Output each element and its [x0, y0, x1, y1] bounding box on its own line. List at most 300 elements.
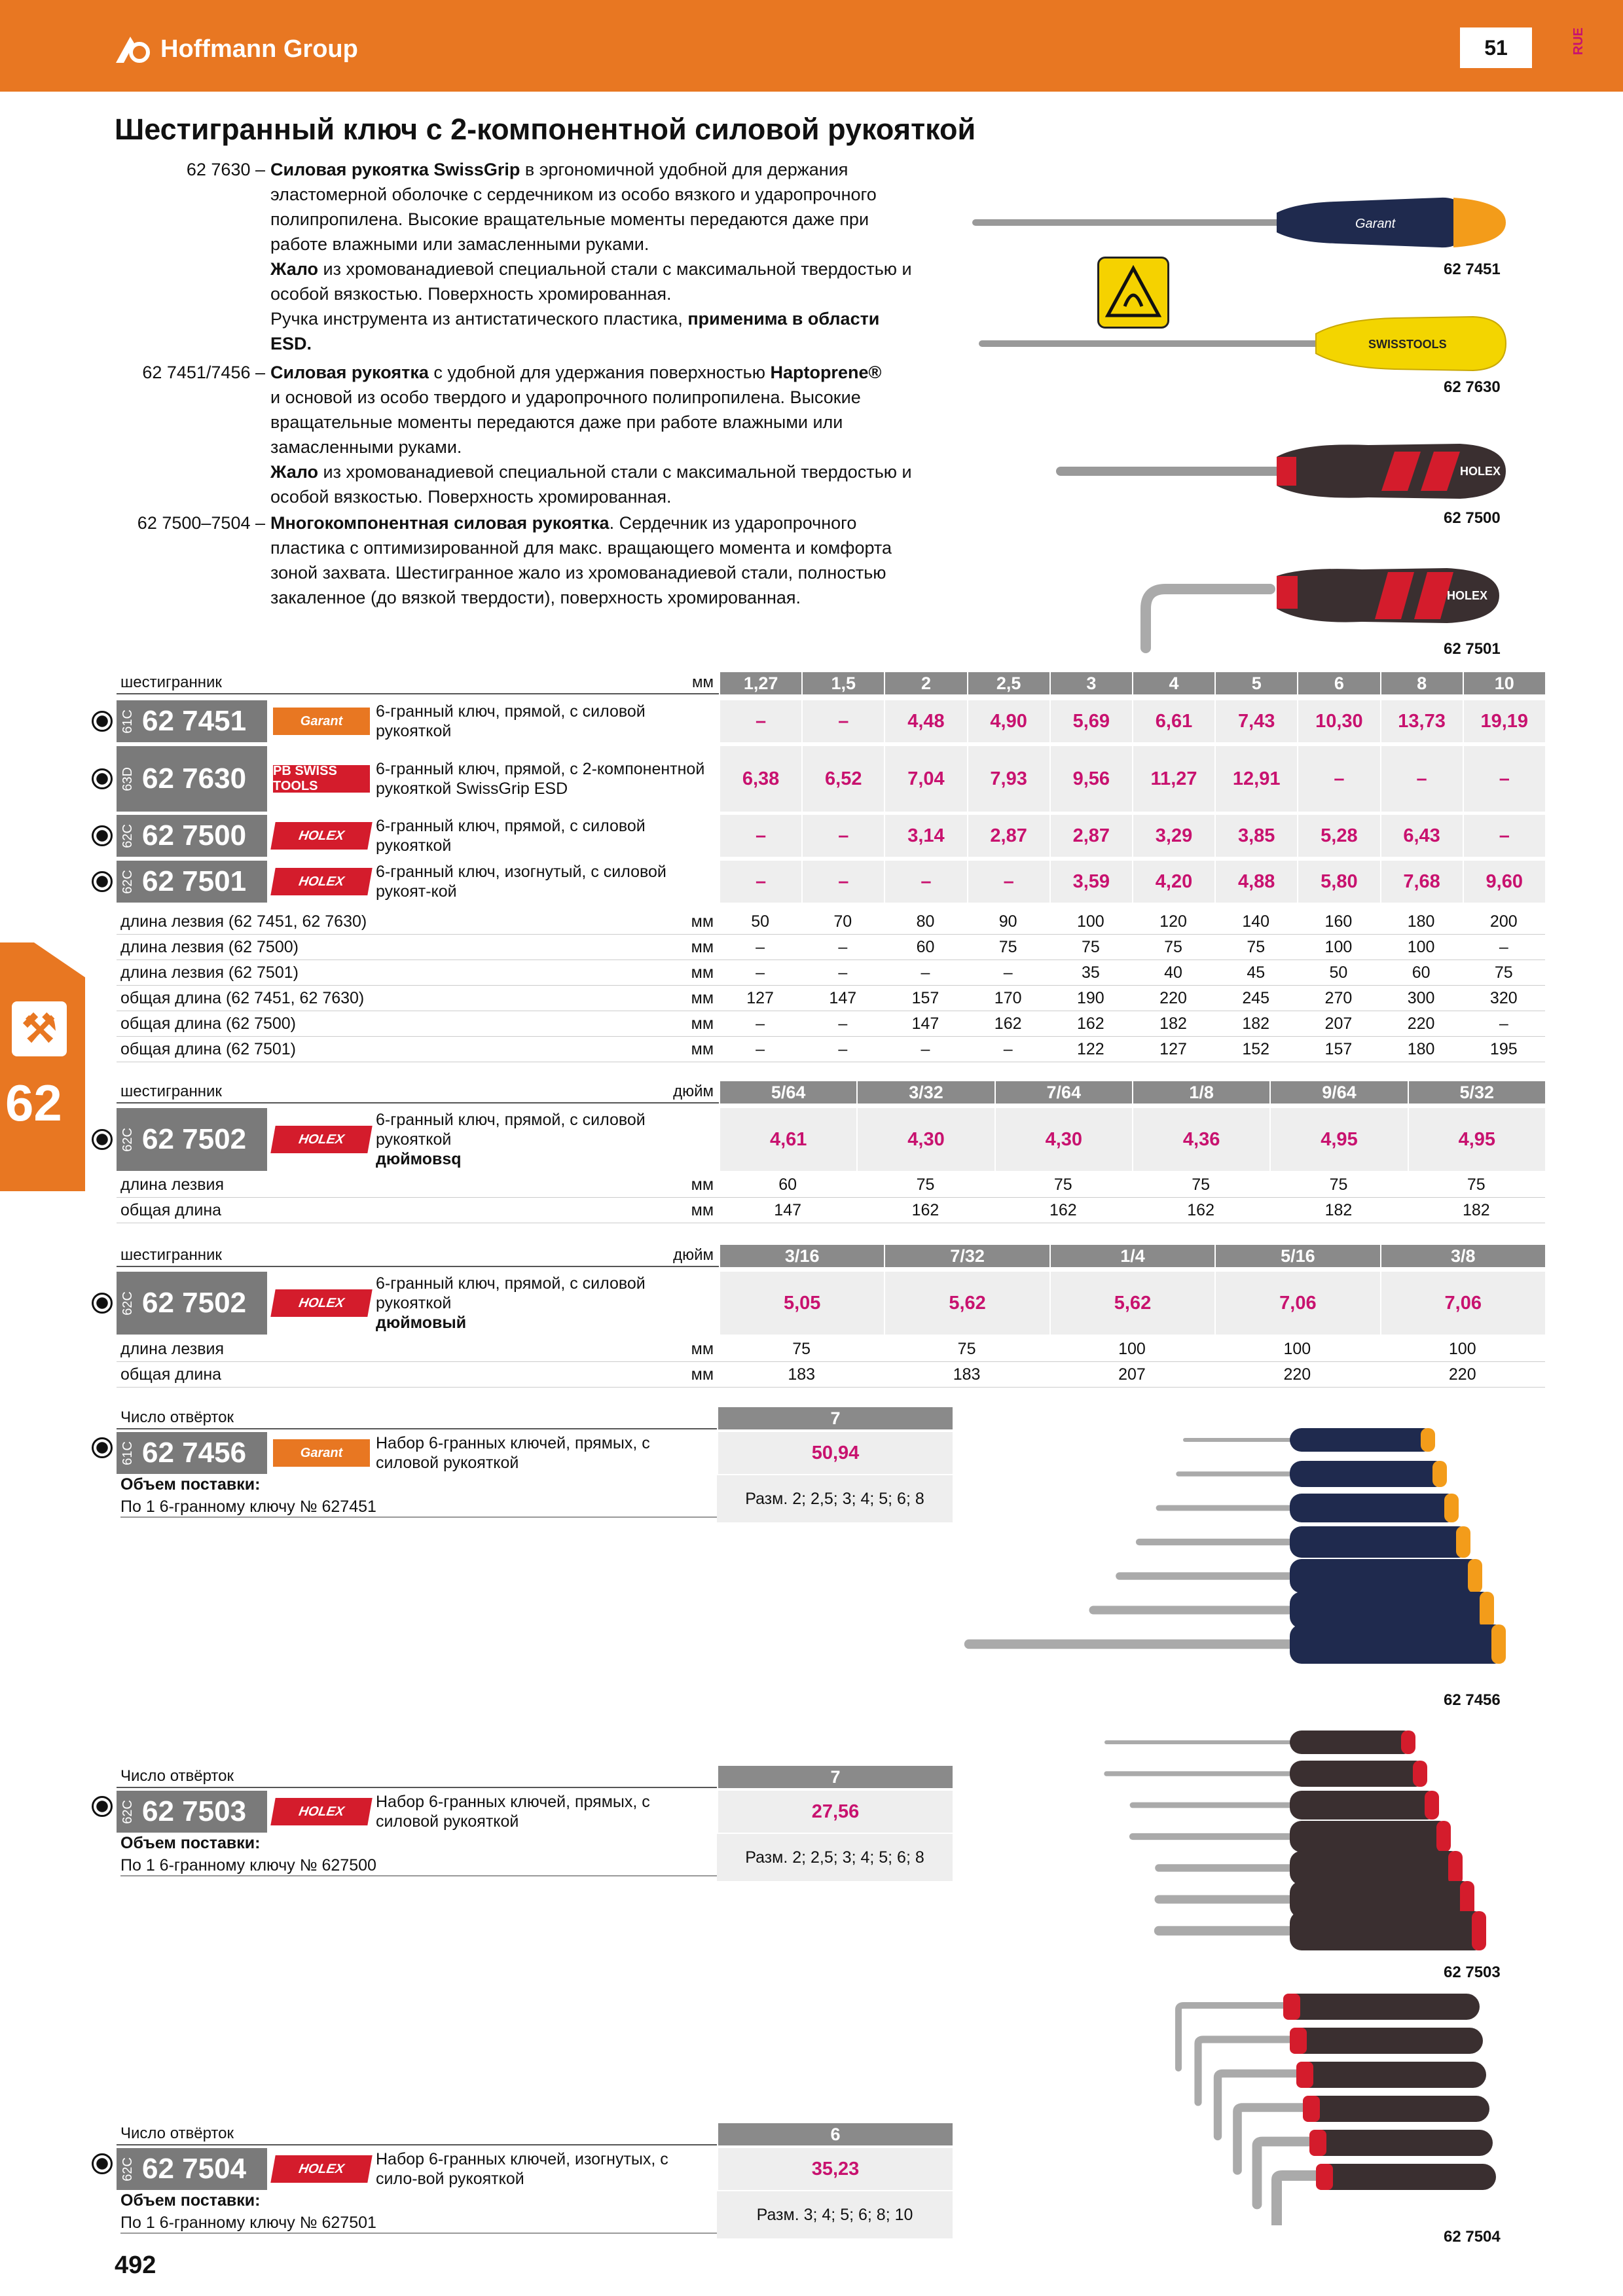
product-name	[376, 746, 719, 812]
dimension-value: –	[838, 938, 848, 956]
size-cell: 5	[1214, 672, 1297, 694]
radio-bullet[interactable]	[92, 1293, 113, 1314]
holex-logo: HOLEX	[270, 822, 372, 850]
name: 6-гранный ключ, прямой, с силовой рукояткой	[376, 817, 646, 855]
unit: мм	[691, 963, 714, 982]
dimension-value: 195	[1489, 1040, 1518, 1058]
size-cell: 5/32	[1408, 1081, 1545, 1103]
product-row[interactable]	[117, 1108, 1545, 1171]
label: общая длина (62 7501)	[120, 1040, 296, 1058]
product-name	[376, 815, 719, 857]
category-code: 62C	[120, 1799, 135, 1824]
brand-logo	[272, 1108, 371, 1171]
hoffmann-logo	[115, 34, 358, 64]
dimension-row	[117, 1363, 1545, 1388]
price-cell: 4,30	[856, 1108, 994, 1171]
price-cell: 6,43	[1380, 815, 1463, 857]
dimension-value: 100	[1324, 938, 1353, 956]
dimension-label	[117, 938, 719, 957]
price-cell: –	[884, 861, 966, 903]
name: 6-гранный ключ, прямой, с силовой рукояткой	[376, 1111, 646, 1149]
article-number-box	[117, 1272, 267, 1335]
dimension-value: 70	[833, 912, 852, 931]
handle	[1309, 2130, 1493, 2156]
handle-band	[1296, 2062, 1313, 2088]
radio-bullet[interactable]	[92, 1437, 113, 1458]
handle	[1290, 1461, 1447, 1487]
product-name-text	[376, 702, 715, 741]
article-number: 62 7502	[142, 1287, 247, 1319]
dimension-value: 182	[1324, 1201, 1353, 1219]
label: длина лезвия	[120, 1340, 224, 1358]
price-cell: 2,87	[967, 815, 1049, 857]
size-cell: 1/8	[1132, 1081, 1269, 1103]
set-count-header	[717, 1407, 953, 1429]
article-number: 62 7503	[142, 1795, 247, 1827]
brand-logo	[272, 700, 371, 742]
dimension-value: 140	[1242, 912, 1270, 931]
label: общая длина (62 7500)	[120, 1014, 296, 1033]
product-name: Набор 6-гранных ключей, прямых, с силовой рукояткой	[376, 1434, 650, 1472]
dimension-value: 45	[1247, 963, 1266, 982]
dimension-value: 60	[778, 1175, 797, 1194]
category-code: 63D	[120, 766, 135, 791]
description-line	[270, 511, 962, 535]
dimension-row	[117, 1037, 1545, 1062]
handle-cap	[1480, 1592, 1494, 1628]
handle-band	[1303, 2096, 1320, 2122]
product-name	[376, 1108, 719, 1171]
dimension-value: 100	[1118, 1340, 1146, 1358]
handle	[1290, 1624, 1506, 1664]
holex-logo: HOLEX	[270, 1126, 372, 1153]
holex-logo: HOLEX	[270, 2155, 372, 2183]
bold-text: Жало	[270, 259, 319, 279]
handle	[1290, 1592, 1494, 1628]
chapter-tab	[0, 942, 85, 1191]
bold-text: Многокомпонентная силовая рукоятка	[270, 513, 610, 533]
dimension-value: 220	[1159, 989, 1187, 1007]
article-number-box	[117, 861, 267, 903]
bold-text: Силовая рукоятка	[270, 363, 429, 382]
handle	[1290, 1761, 1427, 1787]
handle	[1303, 2096, 1489, 2122]
dimension-value: 162	[994, 1014, 1022, 1033]
handle	[1290, 1731, 1415, 1754]
unit: мм	[691, 1340, 714, 1358]
text: замасленными руками.	[270, 437, 462, 457]
article-number: 62 7504	[142, 2153, 247, 2185]
price-cell: 11,27	[1132, 746, 1214, 812]
dimension-value: 220	[1448, 1365, 1476, 1384]
dimension-value: –	[1499, 1014, 1508, 1033]
text: Ручка инструмента из антистатического пластика,	[270, 309, 688, 329]
unit: мм	[691, 989, 714, 1007]
dimension-value: 182	[1159, 1014, 1187, 1033]
radio-bullet[interactable]	[92, 711, 113, 732]
dimension-value: 160	[1324, 912, 1353, 931]
dimension-row	[117, 935, 1545, 960]
dimension-value: 122	[1076, 1040, 1104, 1058]
dimension-value: –	[1003, 1040, 1013, 1058]
category-code: 62C	[120, 823, 135, 848]
dimension-value: 75	[1164, 938, 1182, 956]
dimension-value: 75	[916, 1175, 935, 1194]
article-number: 62 7502	[142, 1123, 247, 1155]
dimension-value: 100	[1448, 1340, 1476, 1358]
article-number-box	[117, 815, 267, 857]
dimension-value: 207	[1118, 1365, 1146, 1384]
label: длина лезвия (62 7501)	[120, 963, 299, 982]
handle-cap	[1472, 1911, 1486, 1950]
radio-bullet[interactable]	[92, 871, 113, 892]
dimension-value: –	[1499, 938, 1508, 956]
dimension-value: 90	[998, 912, 1017, 931]
name-bold: дюймовsq	[376, 1150, 462, 1168]
dimension-label	[117, 912, 719, 931]
dimension-value: –	[921, 963, 930, 982]
description-line	[270, 157, 962, 182]
page-number: 492	[115, 2251, 156, 2279]
handle-cap	[1491, 1624, 1506, 1664]
price-cell: 7,43	[1214, 700, 1297, 742]
bold-text: Жало	[270, 462, 319, 482]
price-cell: 19,19	[1463, 700, 1545, 742]
description-text	[270, 360, 962, 509]
dimension-value: 190	[1076, 989, 1104, 1007]
product-row[interactable]	[117, 1272, 1545, 1335]
handle-cap	[1468, 1559, 1482, 1593]
name: 6-гранный ключ, изогнутый, с силовой рукоят-кой	[376, 863, 666, 901]
price-cell: 7,68	[1380, 861, 1463, 903]
price-cell: 4,30	[994, 1108, 1132, 1171]
dimension-row	[117, 1173, 1545, 1198]
name: 6-гранный ключ, прямой, с силовой рукояткой	[376, 1274, 646, 1312]
radio-bullet[interactable]	[92, 1796, 113, 1817]
price-cell: 9,56	[1049, 746, 1132, 812]
dimension-row	[117, 1198, 1545, 1223]
handle	[1290, 1526, 1470, 1558]
description-paragraph	[111, 157, 962, 356]
product-row[interactable]	[117, 2148, 953, 2190]
text: из хромованадиевой специальной стали с максимальной твердостью и	[318, 462, 912, 482]
text: эластомерной оболочке с сердечником из особо вязкого и ударопрочного	[270, 185, 877, 204]
product-image-caption: 62 7501	[1444, 640, 1501, 658]
hex-key-blade	[1277, 2176, 1316, 2225]
product-name-text	[376, 1110, 715, 1169]
size-header	[719, 672, 1545, 694]
price-cell: 5,80	[1297, 861, 1379, 903]
price-cell: –	[801, 815, 884, 857]
category-code: 62C	[120, 2157, 135, 2181]
dimension-value: 100	[1076, 912, 1104, 931]
price-cell: 6,52	[801, 746, 884, 812]
holex-logo: HOLEX	[270, 868, 372, 895]
label: длина лезвия (62 7500)	[120, 938, 299, 956]
description-line	[270, 560, 962, 585]
product-name	[376, 1272, 719, 1335]
product-image-caption: 62 7504	[1444, 2228, 1501, 2246]
dimension-value: 100	[1283, 1340, 1311, 1358]
text: в эргономичной удобной для держания	[520, 160, 848, 179]
dimension-value: 300	[1407, 989, 1435, 1007]
price-cell: 3,29	[1132, 815, 1214, 857]
dimension-value: 80	[916, 912, 935, 931]
category-code: 62C	[120, 1127, 135, 1152]
dimension-value: –	[1003, 963, 1013, 982]
unit: мм	[691, 912, 714, 931]
size-label: шестигранник	[120, 673, 222, 691]
handle-cap	[1456, 1526, 1470, 1558]
text: зоной захвата. Шестигранное жало из хромованадиевой стали, полностью	[270, 563, 886, 583]
size-cell: 3/32	[856, 1081, 994, 1103]
dimension-value: –	[756, 1014, 765, 1033]
supply-title: Объем поставки:	[120, 1475, 261, 1494]
brand-name: Hoffmann Group	[160, 35, 358, 63]
description-line	[270, 331, 962, 356]
product-image-caption: 62 7503	[1444, 1964, 1501, 1981]
article-number: 62 7451	[142, 705, 247, 737]
dimension-label	[117, 1175, 719, 1194]
handle	[1290, 1494, 1459, 1522]
dimension-value: 75	[1192, 1175, 1211, 1194]
catalog-page-number: 51	[1460, 27, 1532, 68]
dimension-value: 157	[911, 989, 939, 1007]
label: общая длина	[120, 1365, 222, 1384]
radio-bullet[interactable]	[92, 825, 113, 846]
handle-cap	[1448, 1851, 1463, 1885]
supply-text: По 1 6-гранному ключу № 627501	[120, 2214, 721, 2234]
description-line	[270, 306, 962, 331]
dimension-value: –	[921, 1040, 930, 1058]
dimension-value: –	[756, 963, 765, 982]
dimension-value: 127	[746, 989, 774, 1007]
product-name: Набор 6-гранных ключей, прямых, с силовой рукояткой	[376, 1793, 650, 1831]
dimension-value: 152	[1242, 1040, 1270, 1058]
size-cell: 9/64	[1269, 1081, 1407, 1103]
dimension-row	[117, 986, 1545, 1011]
text: закаленное (до вязкой твердости), поверхность хромированная.	[270, 588, 801, 607]
pb-swiss-tools-logo: PB SWISS TOOLS	[273, 765, 370, 793]
product-row[interactable]	[117, 815, 1545, 857]
dimension-value: 180	[1407, 912, 1435, 931]
dimension-value: 183	[788, 1365, 816, 1384]
dimension-value: 200	[1489, 912, 1518, 931]
handle	[1290, 1821, 1451, 1852]
handle-cap	[1436, 1821, 1451, 1852]
description-line	[270, 385, 962, 410]
price-cell: 7,93	[967, 746, 1049, 812]
set-count: 7	[717, 1766, 953, 1788]
description-line	[270, 207, 962, 232]
description-line	[270, 360, 962, 385]
price-cell: 4,88	[1214, 861, 1297, 903]
size-cell: 5/16	[1214, 1245, 1379, 1267]
dimension-value: –	[756, 938, 765, 956]
text: с удобной для удержания поверхностью	[428, 363, 771, 382]
size-cell: 10	[1463, 672, 1545, 694]
text: полипропилена. Высокие вращательные моменты передаются даже при	[270, 209, 869, 229]
handle-cap	[1413, 1761, 1427, 1787]
set-sizes: Разм. 3; 4; 5; 6; 8; 10	[717, 2191, 953, 2238]
supply-title: Объем поставки:	[120, 2191, 261, 2210]
garant-logo: Garant	[273, 1439, 370, 1467]
brand-logo	[272, 1791, 371, 1833]
set-count: 6	[717, 2123, 953, 2145]
radio-bullet[interactable]	[92, 2153, 113, 2174]
description-text	[270, 511, 962, 610]
label: Число отвёрток	[120, 1408, 234, 1426]
description-line	[270, 535, 962, 560]
handle	[1316, 2164, 1496, 2190]
text: особой вязкостью. Поверхность хромированная.	[270, 284, 672, 304]
product-name-text	[376, 1274, 715, 1333]
set-count-label	[117, 1766, 717, 1788]
handle	[1290, 1911, 1486, 1950]
dimension-value: 60	[916, 938, 935, 956]
chapter-number: 62	[5, 1074, 62, 1132]
radio-bullet[interactable]	[92, 1129, 113, 1150]
description-line	[270, 281, 962, 306]
dimension-value: 320	[1489, 989, 1518, 1007]
dimension-value: 75	[1053, 1175, 1072, 1194]
name: 6-гранный ключ, прямой, с 2-компонентной рукояткой SwissGrip ESD	[376, 760, 705, 798]
description-line	[270, 182, 962, 207]
dimension-value: 183	[953, 1365, 981, 1384]
article-number-box	[117, 700, 267, 742]
svg-text:HOLEX: HOLEX	[1447, 589, 1488, 602]
dimension-value: 75	[1329, 1175, 1348, 1194]
supply-title: Объем поставки:	[120, 1834, 261, 1852]
page-title: Шестигранный ключ с 2-компонентной силовой рукояткой	[115, 113, 976, 146]
price-cell: –	[719, 700, 801, 742]
price-cell: 50,94	[717, 1432, 953, 1474]
price-cell: –	[719, 815, 801, 857]
size-unit: дюйм	[673, 1083, 714, 1100]
dimension-value: 170	[994, 989, 1022, 1007]
price-cell: 5,28	[1297, 815, 1379, 857]
article-code: 62 7630 –	[186, 160, 265, 179]
product-row[interactable]	[117, 1791, 953, 1833]
description-text	[270, 157, 962, 356]
size-unit: дюйм	[673, 1246, 714, 1264]
article-number: 62 7501	[142, 865, 247, 897]
holex-logo: HOLEX	[270, 1289, 372, 1317]
product-row[interactable]	[117, 700, 1545, 742]
price-cell: 6,61	[1132, 700, 1214, 742]
dimension-value: 220	[1407, 1014, 1435, 1033]
handle	[1296, 2062, 1486, 2088]
unit: мм	[691, 1365, 714, 1384]
product-row[interactable]	[117, 1432, 953, 1474]
handle-band	[1283, 1994, 1300, 2020]
size-cell: 3/16	[719, 1245, 884, 1267]
dimension-value: 207	[1324, 1014, 1353, 1033]
price-cell: –	[801, 700, 884, 742]
product-name-text	[376, 816, 715, 855]
category-code: 62C	[120, 1291, 135, 1316]
handle	[1290, 1791, 1439, 1820]
row-separator	[117, 812, 1545, 813]
svg-text:Garant: Garant	[1355, 217, 1396, 231]
price-cell: –	[1380, 746, 1463, 812]
dimension-label	[117, 1040, 719, 1059]
dimension-value: 127	[1159, 1040, 1187, 1058]
article-code: 62 7500–7504 –	[137, 513, 265, 533]
product-row[interactable]	[117, 746, 1545, 812]
brand-logo	[272, 2148, 371, 2190]
price-cell: 27,56	[717, 1791, 953, 1833]
product-row[interactable]	[117, 861, 1545, 903]
price-cell: 3,85	[1214, 815, 1297, 857]
dimension-value: –	[756, 1040, 765, 1058]
price-cell: 4,90	[967, 700, 1049, 742]
dimension-value: 182	[1462, 1201, 1490, 1219]
description-line	[270, 585, 962, 610]
set-count: 7	[717, 1407, 953, 1429]
dimension-value: 75	[1467, 1175, 1486, 1194]
size-cell: 8	[1380, 672, 1463, 694]
dimension-value: 75	[1081, 938, 1100, 956]
product-name	[376, 861, 719, 903]
article-number: 62 7500	[142, 819, 247, 852]
price-cell: 6,38	[719, 746, 801, 812]
price-cell: 7,06	[1380, 1272, 1545, 1335]
description-line	[270, 459, 962, 484]
price-cell: 4,95	[1269, 1108, 1407, 1171]
svg-text:SWISSTOOLS: SWISSTOOLS	[1368, 338, 1447, 351]
radio-bullet[interactable]	[92, 768, 113, 789]
price-cell: 10,30	[1297, 700, 1379, 742]
label: длина лезвия	[120, 1175, 224, 1194]
product-name: Набор 6-гранных ключей, изогнутых, с сило-вой рукояткой	[376, 2150, 668, 2188]
article-number-box	[117, 1108, 267, 1171]
dimension-value: 60	[1412, 963, 1431, 982]
dimension-value: 75	[998, 938, 1017, 956]
holex-logo: HOLEX	[270, 1798, 372, 1825]
set-sizes: Разм. 2; 2,5; 3; 4; 5; 6; 8	[717, 1475, 953, 1522]
price-cell: 13,73	[1380, 700, 1463, 742]
dimension-label	[117, 1201, 719, 1220]
dimension-value: –	[838, 963, 848, 982]
dimension-label	[117, 1014, 719, 1033]
price-cell: –	[801, 861, 884, 903]
name-bold: дюймовый	[376, 1314, 467, 1332]
dimension-value: 162	[911, 1201, 939, 1219]
unit: мм	[691, 1040, 714, 1058]
dimension-value: 120	[1159, 912, 1187, 931]
dimension-value: 162	[1049, 1201, 1077, 1219]
unit: мм	[691, 938, 714, 956]
dimension-value: 147	[911, 1014, 939, 1033]
size-cell: 2	[884, 672, 966, 694]
text: работе влажными или замасленными руками.	[270, 234, 649, 254]
dimension-label	[117, 1340, 719, 1359]
dimension-value: 180	[1407, 1040, 1435, 1058]
price-cell: 3,14	[884, 815, 966, 857]
row-separator	[117, 1335, 1545, 1336]
product-image-627503	[1093, 1715, 1512, 1957]
handle	[1290, 1559, 1482, 1593]
product-image-627504	[1152, 1990, 1512, 2225]
article-code: 62 7451/7456 –	[142, 363, 265, 382]
article-number-box	[117, 746, 267, 812]
product-image-627630	[976, 308, 1512, 380]
handle-band	[1309, 2130, 1326, 2156]
brand-logo	[272, 1272, 371, 1335]
dimension-value: 157	[1324, 1040, 1353, 1058]
price-cell: 4,95	[1408, 1108, 1545, 1171]
